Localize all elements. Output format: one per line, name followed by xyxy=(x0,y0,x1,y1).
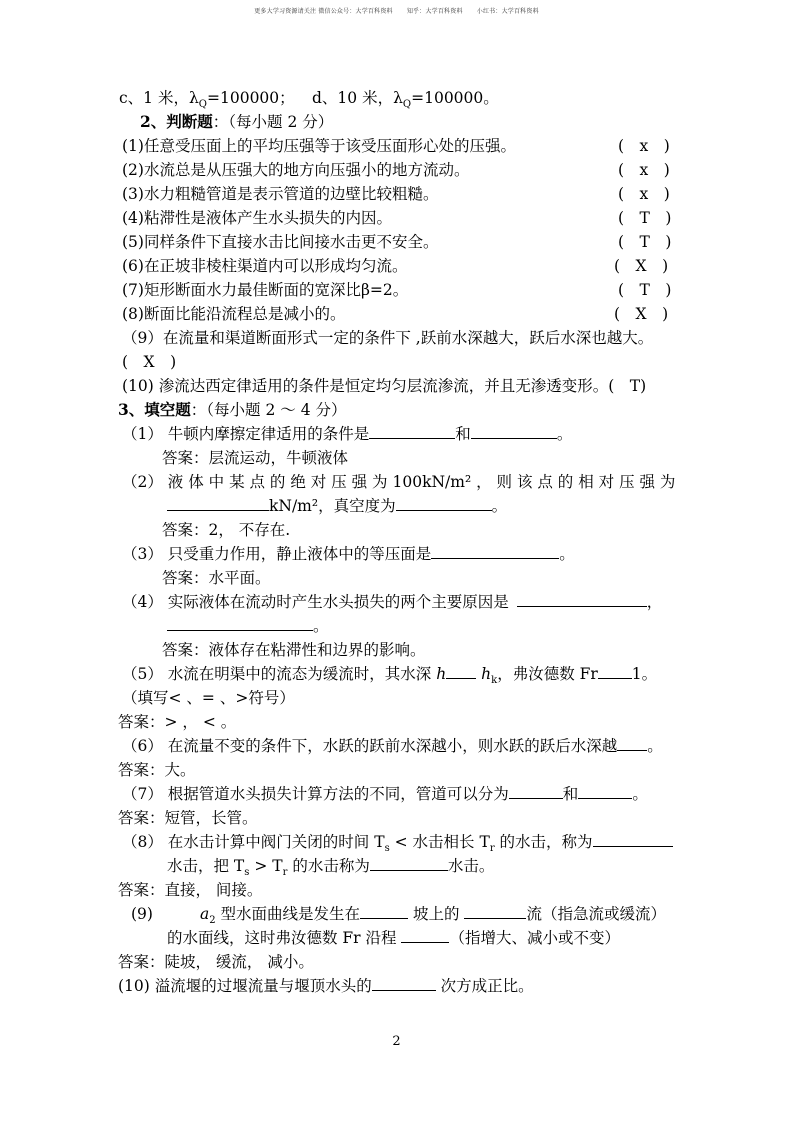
blank xyxy=(167,616,313,631)
blank xyxy=(446,664,476,679)
fill-q3: （3） 只受重力作用，静止液体中的等压面是 。 xyxy=(122,545,575,563)
answer-3: 答案：水平面。 xyxy=(162,569,271,587)
page-number: 2 xyxy=(392,1034,401,1049)
page-header xyxy=(0,6,793,15)
fill-q4-line1: （4） 实际液体在流动时产生水头损失的两个主要原因是 ， xyxy=(122,593,663,611)
fill-q6: （6） 在流量不变的条件下，水跃的跃前水深越小，则水跃的跃后水深越 。 xyxy=(122,737,663,755)
judge-mark-1: ( x ) xyxy=(618,137,670,155)
fill-q10: (10) 溢流堰的过堰流量与堰顶水头的 次方成正比。 xyxy=(118,977,534,995)
answer-9: 答案：陡坡， 缓流， 减小。 xyxy=(118,953,314,971)
blank xyxy=(372,976,436,991)
judge-mark-2: ( x ) xyxy=(618,161,670,179)
judge-item-7: (7)矩形断面水力最佳断面的宽深比β=2。 xyxy=(122,281,409,299)
fill-q5: （5） 水流在明渠中的流态为缓流时，其水深 h $h_k$，弗汝德数 Fr 1。 xyxy=(122,665,658,686)
fill-q5-hint: （填写< 、= 、>符号） xyxy=(122,689,295,707)
judge-mark-8: ( X ) xyxy=(614,305,669,323)
blank xyxy=(360,904,408,919)
answer-7: 答案：短管，长管。 xyxy=(118,809,258,827)
blank xyxy=(471,424,557,439)
fill-q2-line2: kN/m²，真空度为 。 xyxy=(167,496,507,516)
answer-2: 答案：2， 不存在. xyxy=(162,521,291,539)
answer-6: 答案：大。 xyxy=(118,761,196,779)
judge-mark-5: ( T ) xyxy=(618,233,672,251)
header-left: 更多大学习资源请关注 微信公众号：大学百科资料 xyxy=(254,8,393,15)
judge-item-3: (3)水力粗糙管道是表示管道的边壁比较粗糙。 xyxy=(122,185,439,203)
judge-item-9: （9）在流量和渠道断面形式一定的条件下 ,跃前水深越大，跃后水深也越大。 xyxy=(122,329,654,347)
blank xyxy=(517,592,647,607)
blank xyxy=(167,496,269,511)
judge-mark-7: ( T ) xyxy=(618,281,672,299)
section-3-heading: 3、填空题：（每小题 2 ～ 4 分） xyxy=(118,400,347,419)
blank xyxy=(369,424,455,439)
judge-mark-3: ( x ) xyxy=(618,185,670,203)
option-d: d、10 米，$\lambda_Q=100000$。 xyxy=(312,89,499,110)
fill-q7: （7） 根据管道水头损失计算方法的不同，管道可以分为 和 。 xyxy=(122,785,648,803)
blank xyxy=(509,784,563,799)
fill-q9-line2: 的水面线，这时弗汝德数 Fr 沿程 （指增大、减小或不变） xyxy=(167,929,620,947)
blank xyxy=(370,856,448,871)
blank xyxy=(593,832,673,847)
blank xyxy=(578,784,632,799)
answer-8: 答案：直接， 间接。 xyxy=(118,881,263,899)
fill-q4-line2: 。 xyxy=(167,616,329,636)
judge-mark-4: ( T ) xyxy=(618,209,672,227)
judge-item-1: (1)任意受压面上的平均压强等于该受压面形心处的压强。 xyxy=(122,137,516,155)
judge-item-8: (8)断面比能沿流程总是减小的。 xyxy=(122,305,346,323)
fill-q9-line1: $a_2$ 型水面曲线是发生在 坡上的 流（指急流或缓流） xyxy=(200,905,666,926)
header-right: 小红书：大学百科资料 xyxy=(476,8,539,15)
judge-item-10: (10) 渗流达西定律适用的条件是恒定均匀层流渗流，并且无渗透变形。( T) xyxy=(122,377,647,395)
judge-mark-6: ( X ) xyxy=(614,257,669,275)
blank xyxy=(401,928,449,943)
fill-q1: （1） 牛顿内摩擦定律适用的条件是 和 。 xyxy=(122,425,573,443)
blank xyxy=(396,496,492,511)
blank xyxy=(431,544,559,559)
answer-1: 答案：层流运动，牛顿液体 xyxy=(162,449,349,467)
answer-4: 答案：液体存在粘滞性和边界的影响。 xyxy=(162,641,426,659)
header-mid: 知乎：大学百科资料 xyxy=(406,8,463,15)
blank xyxy=(617,736,647,751)
blank xyxy=(464,904,526,919)
judge-item-4: (4)粘滞性是液体产生水头损失的内因。 xyxy=(122,209,392,227)
blank xyxy=(598,664,632,679)
section-2-heading: 2、判断题：（每小题 2 分） xyxy=(140,112,334,131)
fill-q2-line1: （2） 液 体 中 某 点 的 绝 对 压 强 为 100kN/m² ， 则 该 点 的 相 对 压 强 为 xyxy=(122,473,676,491)
judge-mark-9: ( X ) xyxy=(122,353,177,371)
option-c: c、1 米，$\lambda_Q=100000$； xyxy=(119,89,295,110)
judge-item-2: (2)水流总是从压强大的地方向压强小的地方流动。 xyxy=(122,161,470,179)
fill-q8-line2: 水击，把 $T_s > T_r$ 的水击称为 水击。 xyxy=(167,857,495,878)
fill-q9-number: (9) xyxy=(131,905,153,923)
fill-q8-line1: （8） 在水击计算中阀门关闭的时间 $T_s$ < 水击相长 $T_r$ 的水击，称为 xyxy=(122,832,673,855)
answer-5: 答案：> ， < 。 xyxy=(118,713,237,731)
judge-item-6: (6)在正坡非棱柱渠道内可以形成均匀流。 xyxy=(122,257,408,275)
judge-item-5: (5)同样条件下直接水击比间接水击更不安全。 xyxy=(122,233,439,251)
